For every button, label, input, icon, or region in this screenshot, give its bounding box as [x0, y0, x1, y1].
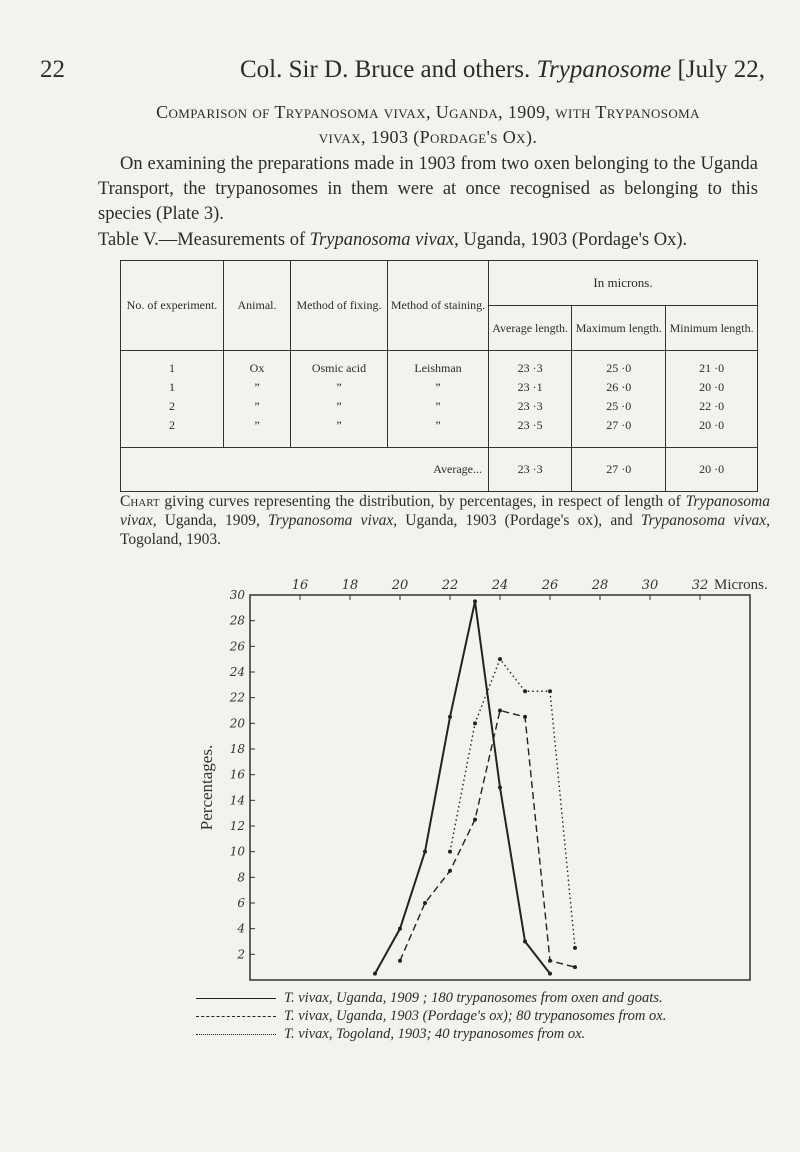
- data-point-solid: [548, 972, 552, 976]
- running-title-date: [July 22,: [677, 56, 765, 83]
- y-tick-label: 28: [229, 613, 245, 628]
- x-tick-label: 32: [691, 578, 709, 593]
- footer-minimum: 20 ·0: [666, 448, 758, 492]
- header-average: Average length.: [489, 306, 572, 351]
- comparison-title-line1: Comparison of Trypanosoma vivax, Uganda, 1909, with Trypanosoma: [156, 102, 700, 122]
- measurements-table: [120, 260, 758, 492]
- page-number: 22: [40, 56, 65, 83]
- y-tick-label: 24: [229, 665, 245, 679]
- y-tick-label: 20: [229, 716, 245, 731]
- series-line-solid: [375, 601, 550, 973]
- running-title-prefix: Col. Sir D. Bruce and others.: [240, 56, 531, 83]
- data-point-solid: [523, 940, 527, 944]
- chart-caption: [120, 492, 770, 549]
- cell-animal: Ox: [224, 351, 291, 379]
- data-point-solid: [448, 715, 452, 719]
- y-tick-label: 8: [237, 870, 245, 885]
- chart-caption-italic-2: Trypanosoma vivax,: [268, 512, 398, 529]
- cell-fixing: ”: [291, 378, 388, 397]
- table-row: [121, 378, 758, 397]
- comparison-title: [98, 100, 758, 150]
- running-title-italic: Trypanosome: [536, 56, 672, 83]
- legend-item: [196, 1008, 666, 1025]
- data-point-dotted: [448, 850, 452, 854]
- table-caption-suffix: Uganda, 1903 (Pordage's Ox).: [458, 230, 688, 250]
- x-tick-label: 18: [341, 578, 359, 593]
- table-row: [121, 416, 758, 448]
- header-fixing: Method of fixing.: [291, 261, 388, 351]
- legend-line-dashed: [196, 1016, 276, 1017]
- chart-caption-label: Chart: [120, 493, 160, 510]
- legend-line-dotted: [196, 1034, 276, 1035]
- data-point-solid: [398, 927, 402, 931]
- series-line-dashed: [400, 711, 575, 968]
- footer-maximum: 27 ·0: [572, 448, 666, 492]
- cell-fixing: ”: [291, 416, 388, 448]
- data-point-dashed: [548, 959, 552, 963]
- data-point-dotted: [548, 689, 552, 693]
- x-tick-label: 24: [491, 578, 509, 593]
- cell-minimum: 22 ·0: [666, 397, 758, 416]
- series-line-dotted: [450, 659, 575, 948]
- x-tick-label: 22: [441, 578, 459, 593]
- cell-animal: ”: [224, 416, 291, 448]
- table-caption: [98, 230, 778, 251]
- y-tick-label: 10: [229, 844, 245, 859]
- chart-caption-text-2: Uganda, 1909,: [156, 512, 268, 529]
- data-point-dashed: [498, 709, 502, 713]
- legend-label: T. vivax, Uganda, 1903 (Pordage's ox); 80 trypanosomes from ox.: [284, 1008, 667, 1024]
- data-point-dashed: [398, 959, 402, 963]
- y-tick-label: 6: [237, 896, 245, 910]
- x-tick-label: 16: [291, 578, 309, 593]
- table-row: [121, 397, 758, 416]
- running-title: [240, 56, 765, 84]
- chart-caption-text-1: giving curves representing the distribution, by percentages, in respect of length of: [159, 493, 686, 510]
- y-tick-label: 18: [229, 742, 245, 756]
- data-point-dashed: [473, 818, 477, 822]
- data-point-dotted: [523, 689, 527, 693]
- cell-maximum: 25 ·0: [572, 397, 666, 416]
- comparison-title-line2: vivax, 1903 (Pordage's Ox).: [318, 127, 538, 147]
- header-animal: Animal.: [224, 261, 291, 351]
- x-tick-label: 26: [541, 578, 559, 593]
- chart-caption-italic-1: Trypanosoma vivax,: [120, 493, 770, 529]
- cell-maximum: 26 ·0: [572, 378, 666, 397]
- cell-minimum: 21 ·0: [666, 351, 758, 379]
- cell-experiment: 2: [121, 397, 224, 416]
- cell-staining: ”: [388, 378, 489, 397]
- cell-average: 23 ·5: [489, 416, 572, 448]
- table-caption-italic: Trypanosoma vivax,: [309, 230, 459, 250]
- chart-caption-text-4: Togoland, 1903.: [120, 531, 221, 548]
- cell-average: 23 ·1: [489, 378, 572, 397]
- cell-experiment: 1: [121, 351, 224, 379]
- header-maximum: Maximum length.: [572, 306, 666, 351]
- footer-average: 23 ·3: [489, 448, 572, 492]
- y-tick-label: 30: [229, 588, 245, 602]
- legend-label: T. vivax, Uganda, 1909 ; 180 trypanosomes from oxen and goats.: [284, 990, 663, 1006]
- cell-maximum: 25 ·0: [572, 351, 666, 379]
- data-point-dashed: [448, 869, 452, 873]
- x-tick-label: 30: [641, 578, 659, 593]
- legend-line-solid: [196, 998, 276, 999]
- running-header: [40, 56, 780, 96]
- y-tick-label: 26: [229, 639, 245, 654]
- table-row: [121, 351, 758, 379]
- data-point-dashed: [573, 965, 577, 969]
- x-unit-label: Microns.: [714, 577, 768, 593]
- cell-average: 23 ·3: [489, 351, 572, 379]
- cell-animal: ”: [224, 397, 291, 416]
- table-footer-row: [121, 448, 758, 492]
- data-point-solid: [473, 599, 477, 603]
- header-experiment: No. of experiment.: [121, 261, 224, 351]
- y-tick-label: 2: [237, 947, 245, 962]
- y-tick-label: 22: [229, 690, 245, 705]
- y-tick-label: 4: [237, 921, 245, 936]
- header-minimum: Minimum length.: [666, 306, 758, 351]
- chart-caption-italic-3: Trypanosoma vivax,: [640, 512, 770, 529]
- header-in-microns: In microns.: [489, 261, 758, 306]
- footer-average-label: Average...: [121, 448, 489, 492]
- cell-staining: Leishman: [388, 351, 489, 379]
- table-caption-prefix: Table V.—Measurements of: [98, 230, 310, 250]
- cell-minimum: 20 ·0: [666, 378, 758, 397]
- y-axis-label: Percentages.: [197, 744, 216, 831]
- cell-experiment: 2: [121, 416, 224, 448]
- legend-item: [196, 990, 663, 1007]
- header-staining: Method of staining.: [388, 261, 489, 351]
- y-tick-label: 12: [229, 819, 245, 833]
- cell-animal: ”: [224, 378, 291, 397]
- legend-label: T. vivax, Togoland, 1903; 40 trypanosomes from ox.: [284, 1026, 586, 1042]
- cell-fixing: ”: [291, 397, 388, 416]
- data-point-dotted: [498, 657, 502, 661]
- y-tick-label: 16: [229, 767, 245, 782]
- body-paragraph: On examining the preparations made in 1903 from two oxen belonging to the Uganda Transport, the trypanosomes in them were at once recognised as belonging to this species (Plate 3).: [98, 154, 758, 224]
- cell-average: 23 ·3: [489, 397, 572, 416]
- data-point-dashed: [423, 901, 427, 905]
- cell-maximum: 27 ·0: [572, 416, 666, 448]
- data-point-solid: [423, 850, 427, 854]
- cell-minimum: 20 ·0: [666, 416, 758, 448]
- x-tick-label: 20: [391, 578, 409, 593]
- data-point-dotted: [573, 946, 577, 950]
- chart-caption-text-3: Uganda, 1903 (Pordage's ox), and: [397, 512, 641, 529]
- data-point-dotted: [473, 721, 477, 725]
- cell-staining: ”: [388, 416, 489, 448]
- cell-experiment: 1: [121, 378, 224, 397]
- data-point-solid: [498, 786, 502, 790]
- cell-staining: ”: [388, 397, 489, 416]
- x-tick-label: 28: [591, 578, 609, 593]
- data-point-solid: [373, 972, 377, 976]
- legend-item: [196, 1026, 585, 1043]
- cell-fixing: Osmic acid: [291, 351, 388, 379]
- length-distribution-chart: [190, 560, 768, 985]
- y-tick-label: 14: [229, 793, 245, 808]
- data-point-dashed: [523, 715, 527, 719]
